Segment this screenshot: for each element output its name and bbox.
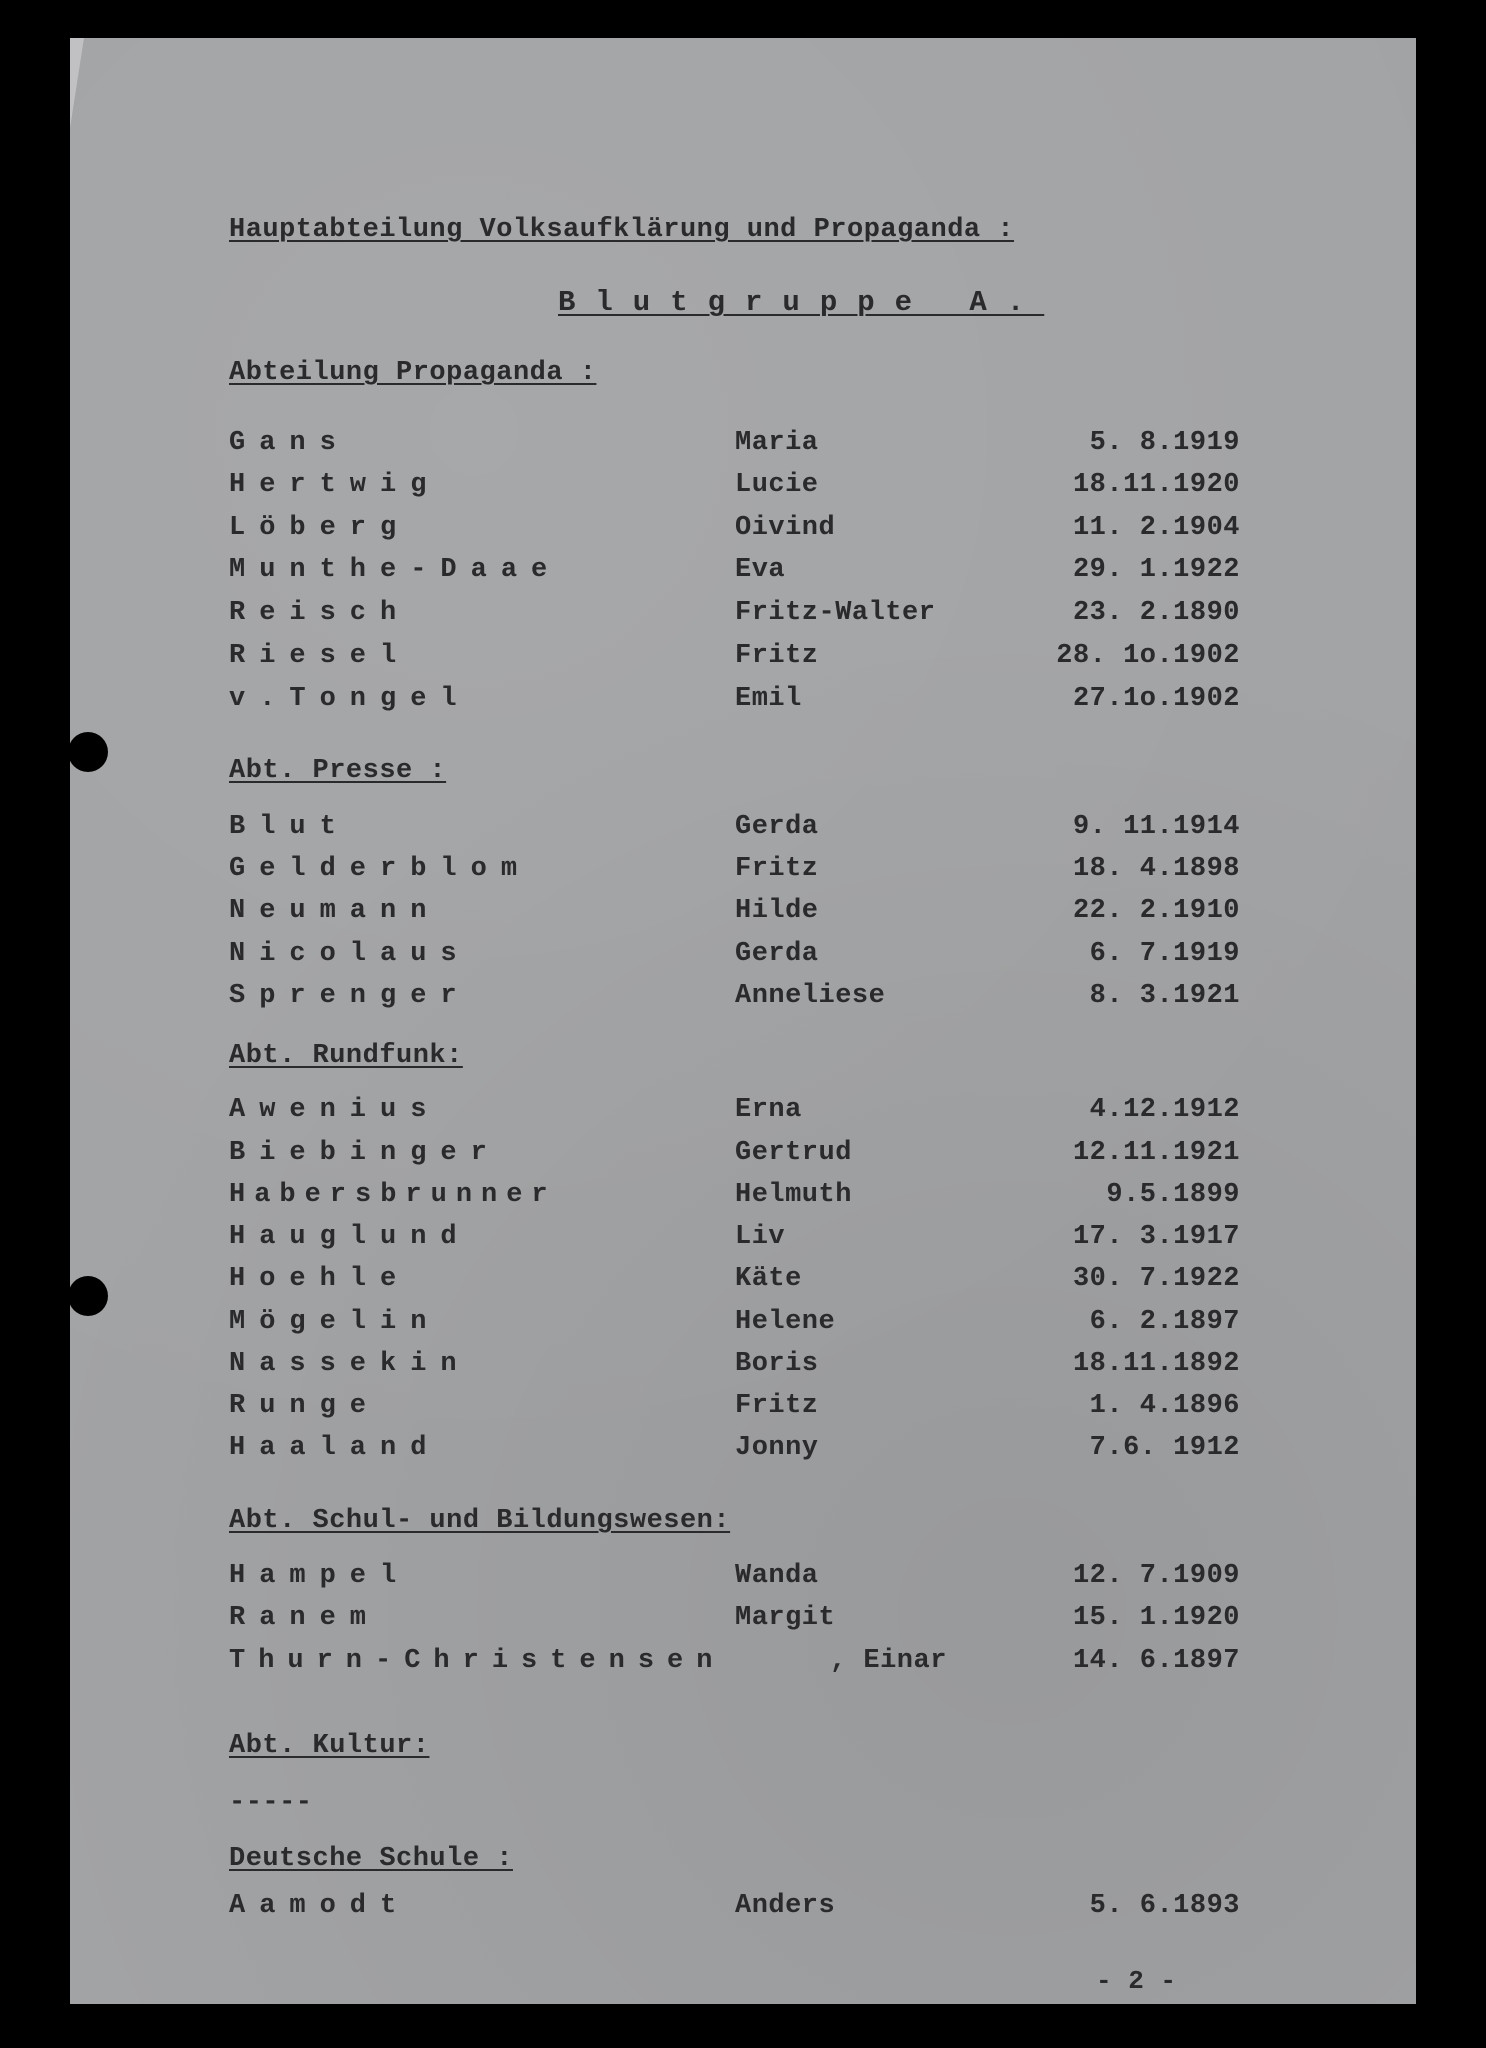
surname: Reisch: [229, 598, 411, 628]
section-heading: Deutsche Schule :: [229, 1844, 513, 1874]
given-name: Fritz: [735, 1391, 819, 1421]
surname: Gans: [229, 428, 350, 458]
surname: Ranem: [229, 1603, 381, 1633]
section-heading: Abt. Kultur:: [229, 1731, 430, 1761]
surname: Sprenger: [229, 981, 471, 1011]
given-name: Boris: [735, 1349, 819, 1379]
surname: Hauglund: [229, 1222, 471, 1252]
birth-date: 6. 7.1919: [1089, 939, 1240, 969]
birth-date: 18. 4.1898: [1072, 854, 1240, 884]
surname: v.Tongel: [229, 684, 471, 714]
document-page: [70, 38, 1416, 2004]
section-heading: Abt. Schul- und Bildungswesen:: [229, 1506, 731, 1536]
birth-date: 27.1o.1902: [1072, 684, 1240, 714]
surname: Biebinger: [229, 1138, 501, 1168]
given-name: Anders: [735, 1891, 836, 1921]
birth-date: 9.5.1899: [1106, 1180, 1240, 1210]
given-name: Gerda: [735, 939, 819, 969]
given-name: Jonny: [735, 1433, 819, 1463]
birth-date: 17. 3.1917: [1072, 1222, 1240, 1252]
birth-date: 8. 3.1921: [1089, 981, 1240, 1011]
given-name: Fritz-Walter: [735, 598, 936, 628]
surname: Blut: [229, 812, 350, 842]
birth-date: 29. 1.1922: [1072, 555, 1240, 585]
given-name: Fritz: [735, 854, 819, 884]
surname: Löberg: [229, 513, 411, 543]
department-header: Hauptabteilung Volksaufklärung und Propaganda :: [229, 215, 1015, 245]
given-name: , Einar: [830, 1646, 947, 1676]
given-name: Margit: [735, 1603, 836, 1633]
given-name: Gertrud: [735, 1138, 852, 1168]
section-heading: Abt. Rundfunk:: [229, 1041, 463, 1071]
given-name: Gerda: [735, 812, 819, 842]
birth-date: 6. 2.1897: [1089, 1307, 1240, 1337]
birth-date: 7.6. 1912: [1089, 1433, 1240, 1463]
birth-date: 18.11.1892: [1072, 1349, 1240, 1379]
given-name: Liv: [735, 1222, 786, 1252]
given-name: Helene: [735, 1307, 836, 1337]
given-name: Wanda: [735, 1561, 819, 1591]
given-name: Hilde: [735, 896, 819, 926]
surname: Runge: [229, 1391, 381, 1421]
given-name: Käte: [735, 1264, 802, 1294]
surname: Nassekin: [229, 1349, 471, 1379]
birth-date: 11. 2.1904: [1072, 513, 1240, 543]
surname: Munthe-Daae: [229, 555, 562, 585]
surname: Gelderblom: [229, 854, 532, 884]
surname: Hertwig: [229, 470, 441, 500]
surname: Thurn-Christensen: [229, 1646, 726, 1676]
birth-date: 22. 2.1910: [1072, 896, 1240, 926]
birth-date: 28. 1o.1902: [1056, 641, 1240, 671]
birth-date: 12.11.1921: [1072, 1138, 1240, 1168]
surname: Mögelin: [229, 1307, 441, 1337]
surname: Hoehle: [229, 1264, 411, 1294]
surname: Habersbrunner: [229, 1180, 557, 1210]
birth-date: 30. 7.1922: [1072, 1264, 1240, 1294]
given-name: Helmuth: [735, 1180, 852, 1210]
punch-hole-top: [68, 732, 108, 772]
birth-date: 18.11.1920: [1072, 470, 1240, 500]
birth-date: 23. 2.1890: [1072, 598, 1240, 628]
birth-date: 15. 1.1920: [1072, 1603, 1240, 1633]
given-name: Erna: [735, 1095, 802, 1125]
given-name: Emil: [735, 684, 802, 714]
surname: Nicolaus: [229, 939, 471, 969]
given-name: Fritz: [735, 641, 819, 671]
given-name: Lucie: [735, 470, 819, 500]
section-heading: Abt. Presse :: [229, 756, 447, 786]
section-heading: Abteilung Propaganda :: [229, 358, 597, 388]
surname: Hampel: [229, 1561, 411, 1591]
given-name: Maria: [735, 428, 819, 458]
birth-date: 5. 8.1919: [1089, 428, 1240, 458]
birth-date: 4.12.1912: [1089, 1095, 1240, 1125]
surname: Haaland: [229, 1433, 441, 1463]
page-number: - 2 -: [1096, 1966, 1177, 1996]
empty-section-dashes: -----: [229, 1788, 313, 1818]
birth-date: 9. 11.1914: [1072, 812, 1240, 842]
surname: Aamodt: [229, 1891, 411, 1921]
folded-corner: [70, 38, 84, 128]
given-name: Eva: [735, 555, 786, 585]
given-name: Oivind: [735, 513, 836, 543]
surname: Neumann: [229, 896, 441, 926]
birth-date: 14. 6.1897: [1072, 1646, 1240, 1676]
surname: Riesel: [229, 641, 411, 671]
punch-hole-bottom: [68, 1276, 108, 1316]
surname: Awenius: [229, 1095, 441, 1125]
given-name: Anneliese: [735, 981, 886, 1011]
birth-date: 5. 6.1893: [1089, 1891, 1240, 1921]
birth-date: 1. 4.1896: [1089, 1391, 1240, 1421]
document-title: Blutgruppe A.: [558, 286, 1045, 319]
birth-date: 12. 7.1909: [1072, 1561, 1240, 1591]
